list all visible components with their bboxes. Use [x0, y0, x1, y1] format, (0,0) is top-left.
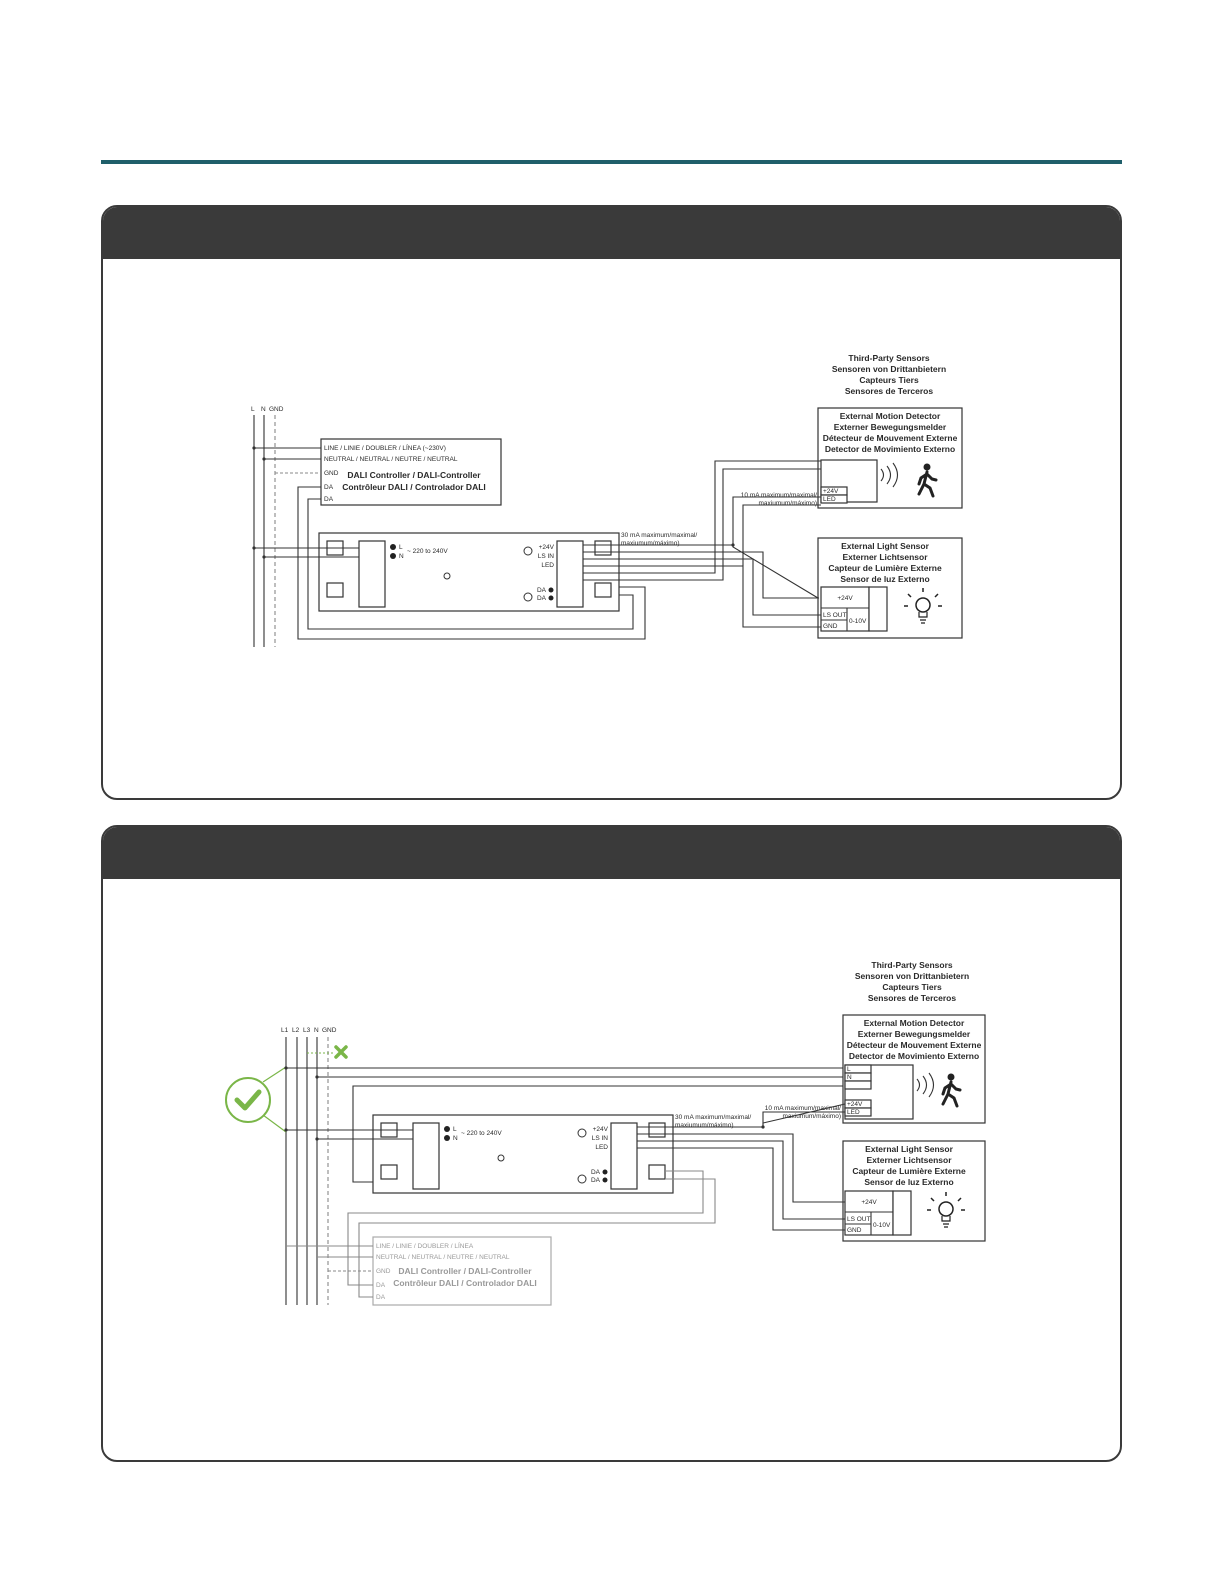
svg-text:+24V: +24V: [592, 1126, 608, 1133]
svg-text:NEUTRAL / NEUTRAL / NEUTRE / N: NEUTRAL / NEUTRAL / NEUTRE / NEUTRAL: [324, 456, 458, 463]
svg-text:Capteurs Tiers: Capteurs Tiers: [859, 375, 919, 385]
svg-text:maxiumum/máximo): maxiumum/máximo): [782, 1113, 841, 1120]
svg-text:Externer Lichtsensor: Externer Lichtsensor: [866, 1155, 952, 1165]
svg-text:L: L: [453, 1126, 457, 1133]
svg-text:DA: DA: [590, 1177, 600, 1184]
svg-text:DA: DA: [324, 496, 334, 503]
svg-text:GND: GND: [823, 623, 838, 630]
svg-text:Contrôleur DALI / Controlador: Contrôleur DALI / Controlador DALI: [342, 482, 486, 492]
svg-text:LS IN: LS IN: [537, 553, 554, 560]
svg-text:DALI Controller / DALI-Control: DALI Controller / DALI-Controller: [347, 470, 481, 480]
wiring-panel-single-phase: [101, 205, 1122, 800]
svg-text:NEUTRAL / NEUTRAL / NEUTRE / N: NEUTRAL / NEUTRAL / NEUTRE / NEUTRAL: [376, 1254, 510, 1261]
approved-check-icon: [226, 1067, 286, 1132]
svg-text:10 mA maximum/maximal/: 10 mA maximum/maximal/: [764, 1105, 841, 1112]
svg-text:30 mA maximum/maximal/: 30 mA maximum/maximal/: [675, 1114, 752, 1121]
third-party-sensors-heading: [832, 353, 946, 396]
svg-text:Third-Party Sensors: Third-Party Sensors: [871, 960, 953, 970]
svg-text:LS OUT: LS OUT: [823, 612, 847, 619]
svg-text:Sensores de Terceros: Sensores de Terceros: [844, 386, 934, 396]
svg-text:Externer Lichtsensor: Externer Lichtsensor: [842, 552, 928, 562]
svg-text:+24V: +24V: [861, 1199, 877, 1206]
svg-text:DA: DA: [376, 1282, 386, 1289]
svg-text:N: N: [314, 1027, 319, 1034]
svg-text:Externer Bewegungsmelder: Externer Bewegungsmelder: [833, 422, 947, 432]
svg-text:+24V: +24V: [837, 595, 853, 602]
svg-text:LINE / LINIE / DOUBLER / LÍNEA: LINE / LINIE / DOUBLER / LÍNEA: [376, 1243, 474, 1250]
mains-bus: [251, 406, 284, 647]
svg-text:LED: LED: [823, 496, 836, 503]
svg-text:LED: LED: [595, 1144, 608, 1151]
svg-text:DA: DA: [536, 595, 546, 602]
svg-text:GND: GND: [324, 470, 339, 477]
svg-text:Capteur de Lumière Externe: Capteur de Lumière Externe: [828, 563, 942, 573]
top-divider: [101, 160, 1122, 164]
wiring-diagram-1: [103, 207, 1122, 800]
svg-text:N: N: [847, 1074, 852, 1081]
svg-text:L: L: [399, 544, 403, 551]
led-driver: [373, 1115, 673, 1193]
svg-text:~ 220 to 240V: ~ 220 to 240V: [461, 1130, 502, 1137]
svg-text:0-10V: 0-10V: [849, 618, 867, 625]
svg-text:Contrôleur DALI / Controlador: Contrôleur DALI / Controlador DALI: [393, 1278, 537, 1288]
svg-text:GND: GND: [376, 1268, 391, 1275]
svg-text:GND: GND: [847, 1227, 862, 1234]
svg-text:L: L: [847, 1066, 851, 1073]
svg-text:N: N: [399, 553, 404, 560]
mains-bus: [281, 1027, 337, 1305]
svg-text:Sensoren von Drittanbietern: Sensoren von Drittanbietern: [831, 364, 947, 374]
svg-text:DALI Controller / DALI-Control: DALI Controller / DALI-Controller: [398, 1266, 532, 1276]
svg-text:LS OUT: LS OUT: [847, 1216, 871, 1223]
svg-text:0-10V: 0-10V: [873, 1222, 891, 1229]
svg-text:LS IN: LS IN: [591, 1135, 608, 1142]
svg-text:DA: DA: [324, 484, 334, 491]
svg-text:L: L: [251, 406, 255, 413]
svg-text:~ 220 to 240V: ~ 220 to 240V: [407, 548, 448, 555]
svg-text:Détecteur de Mouvement Externe: Détecteur de Mouvement Externe: [822, 433, 958, 443]
svg-text:30 mA maximum/maximal/: 30 mA maximum/maximal/: [621, 532, 698, 539]
svg-text:External Motion Detector: External Motion Detector: [863, 1018, 965, 1028]
svg-text:+24V: +24V: [823, 488, 839, 495]
wiring-diagram-2: [103, 827, 1122, 1462]
svg-text:Capteur de Lumière Externe: Capteur de Lumière Externe: [852, 1166, 966, 1176]
svg-text:External Light Sensor: External Light Sensor: [865, 1144, 953, 1154]
svg-text:maxiumum/máximo): maxiumum/máximo): [758, 500, 817, 507]
svg-text:maxiumum/máximo): maxiumum/máximo): [621, 540, 680, 547]
svg-text:Externer Bewegungsmelder: Externer Bewegungsmelder: [857, 1029, 971, 1039]
svg-text:N: N: [453, 1135, 458, 1142]
not-connected-x-icon: [307, 1047, 346, 1057]
svg-text:DA: DA: [536, 587, 546, 594]
svg-text:DA: DA: [590, 1169, 600, 1176]
svg-text:GND: GND: [322, 1027, 337, 1034]
external-light-sensor: [843, 1141, 985, 1241]
svg-text:External Motion Detector: External Motion Detector: [839, 411, 941, 421]
svg-text:Detector de Movimiento Externo: Detector de Movimiento Externo: [824, 444, 956, 454]
external-motion-detector: [843, 1015, 985, 1123]
svg-text:LED: LED: [847, 1109, 860, 1116]
svg-text:Detector de Movimiento Externo: Detector de Movimiento Externo: [848, 1051, 980, 1061]
svg-text:Third-Party Sensors: Third-Party Sensors: [848, 353, 930, 363]
svg-text:LED: LED: [541, 562, 554, 569]
svg-text:+24V: +24V: [538, 544, 554, 551]
svg-text:Sensores de Terceros: Sensores de Terceros: [867, 993, 957, 1003]
svg-text:L2: L2: [292, 1027, 300, 1034]
svg-text:L3: L3: [303, 1027, 311, 1034]
svg-text:L1: L1: [281, 1027, 289, 1034]
svg-text:maxiumum/máximo): maxiumum/máximo): [675, 1122, 734, 1129]
wiring-panel-three-phase: [101, 825, 1122, 1462]
external-motion-detector: [818, 408, 962, 508]
svg-text:N: N: [261, 406, 266, 413]
svg-text:Capteurs Tiers: Capteurs Tiers: [882, 982, 942, 992]
svg-text:Sensoren von Drittanbietern: Sensoren von Drittanbietern: [854, 971, 970, 981]
svg-text:External Light Sensor: External Light Sensor: [841, 541, 929, 551]
external-light-sensor: [818, 538, 962, 638]
svg-text:Sensor de luz Externo: Sensor de luz Externo: [864, 1177, 954, 1187]
svg-text:DA: DA: [376, 1294, 386, 1301]
led-driver: [319, 533, 619, 611]
dali-controller-box: [321, 439, 501, 505]
svg-text:GND: GND: [269, 406, 284, 413]
svg-text:Sensor de luz Externo: Sensor de luz Externo: [840, 574, 930, 584]
svg-text:10 mA maximum/maximal/: 10 mA maximum/maximal/: [740, 492, 817, 499]
svg-text:Détecteur de Mouvement Externe: Détecteur de Mouvement Externe: [846, 1040, 982, 1050]
third-party-sensors-heading: [855, 960, 969, 1003]
svg-text:+24V: +24V: [847, 1101, 863, 1108]
dali-controller-box: [373, 1237, 551, 1305]
svg-text:LINE / LINIE / DOUBLER / LÍNEA: LINE / LINIE / DOUBLER / LÍNEA (~230V): [324, 445, 446, 452]
